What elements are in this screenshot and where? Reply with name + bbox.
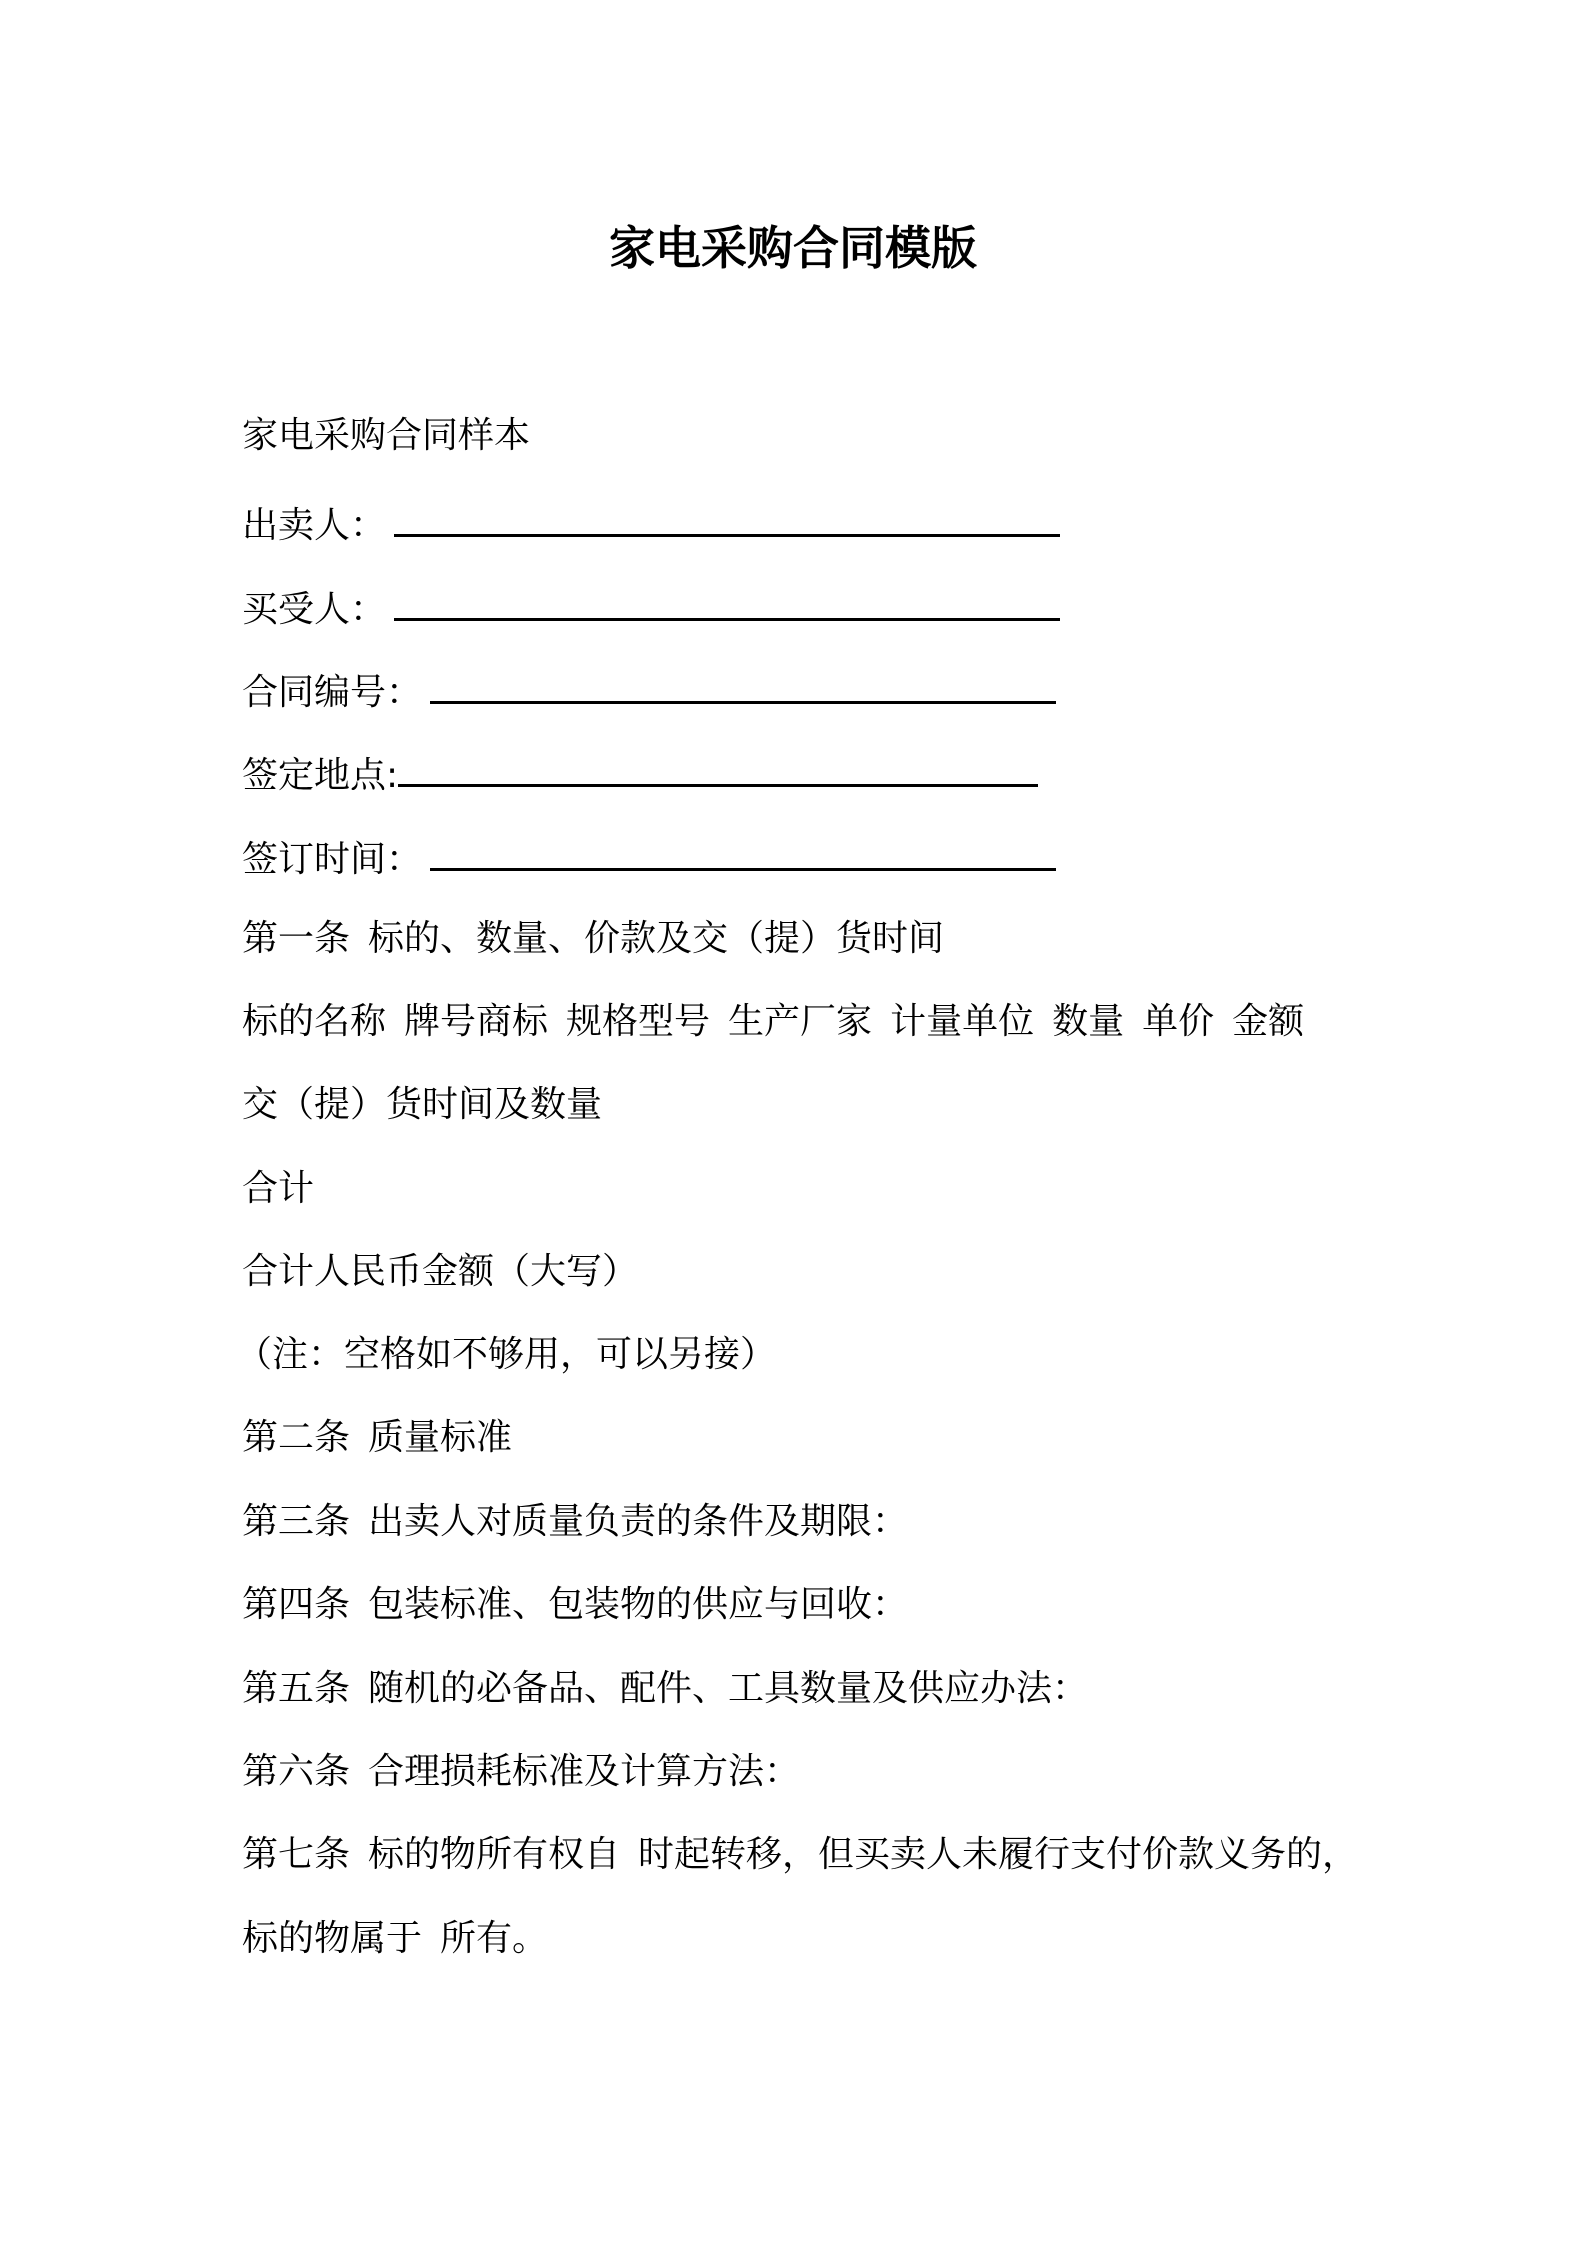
article-7-part3: 标的物属于 <box>242 1918 423 1959</box>
article-1 <box>242 914 944 964</box>
article-5-label: 第五条 <box>242 1668 351 1709</box>
article-3 <box>242 1497 908 1547</box>
date-label: 签订时间： <box>242 839 423 880</box>
contract-no-label: 合同编号： <box>242 672 423 713</box>
place-field <box>242 748 1038 801</box>
article-6-text: 合理损耗标准及计算方法： <box>368 1751 801 1792</box>
article-7-part2: 时起转移，但买卖人未履行支付价款义务的， <box>638 1834 1359 1875</box>
buyer-label: 买受人： <box>242 589 387 630</box>
article-7-part4: 所有。 <box>440 1918 549 1959</box>
contract-no-field <box>242 665 1056 718</box>
date-blank[interactable] <box>430 832 1056 871</box>
article-2-label: 第二条 <box>242 1417 351 1458</box>
column-headers <box>242 997 1304 1047</box>
column-header: 金额 <box>1232 1001 1305 1042</box>
article-6 <box>242 1747 800 1797</box>
column-header: 生产厂家 <box>728 1001 873 1042</box>
column-header: 单价 <box>1142 1001 1215 1042</box>
article-7 <box>242 1830 1358 1880</box>
buyer-field <box>242 582 1060 635</box>
place-label: 签定地点: <box>242 755 399 796</box>
article-4 <box>242 1580 908 1630</box>
column-header: 规格型号 <box>566 1001 711 1042</box>
column-header: 计量单位 <box>890 1001 1035 1042</box>
date-field <box>242 832 1056 885</box>
article-7-continued <box>242 1914 548 1964</box>
article-4-label: 第四条 <box>242 1584 351 1625</box>
article-3-label: 第三条 <box>242 1501 351 1542</box>
article-6-label: 第六条 <box>242 1751 351 1792</box>
article-1-text: 标的、数量、价款及交（提）货时间 <box>368 918 945 959</box>
seller-label: 出卖人： <box>242 505 387 546</box>
total-line: 合计 <box>242 1168 315 1209</box>
article-3-text: 出卖人对质量负责的条件及期限： <box>368 1501 909 1542</box>
article-5-text: 随机的必备品、配件、工具数量及供应办法： <box>368 1668 1089 1709</box>
note-line: （注：空格如不够用，可以另接） <box>236 1334 777 1375</box>
article-5 <box>242 1664 1088 1714</box>
document-title: 家电采购合同模版 <box>609 221 977 275</box>
article-2-text: 质量标准 <box>368 1417 513 1458</box>
article-2 <box>242 1413 512 1463</box>
total-rmb-line: 合计人民币金额（大写） <box>242 1251 639 1292</box>
seller-field <box>242 498 1060 551</box>
article-1-label: 第一条 <box>242 918 351 959</box>
column-header: 数量 <box>1052 1001 1125 1042</box>
column-header: 标的名称 <box>242 1001 387 1042</box>
document-subtitle: 家电采购合同样本 <box>242 415 531 456</box>
contract-no-blank[interactable] <box>430 665 1056 704</box>
seller-blank[interactable] <box>394 498 1060 537</box>
article-4-text: 包装标准、包装物的供应与回收： <box>368 1584 909 1625</box>
delivery-line: 交（提）货时间及数量 <box>242 1084 603 1125</box>
article-7-part1: 标的物所有权自 <box>368 1834 621 1875</box>
article-7-label: 第七条 <box>242 1834 351 1875</box>
column-header: 牌号商标 <box>404 1001 549 1042</box>
buyer-blank[interactable] <box>394 582 1060 621</box>
place-blank[interactable] <box>398 748 1038 787</box>
